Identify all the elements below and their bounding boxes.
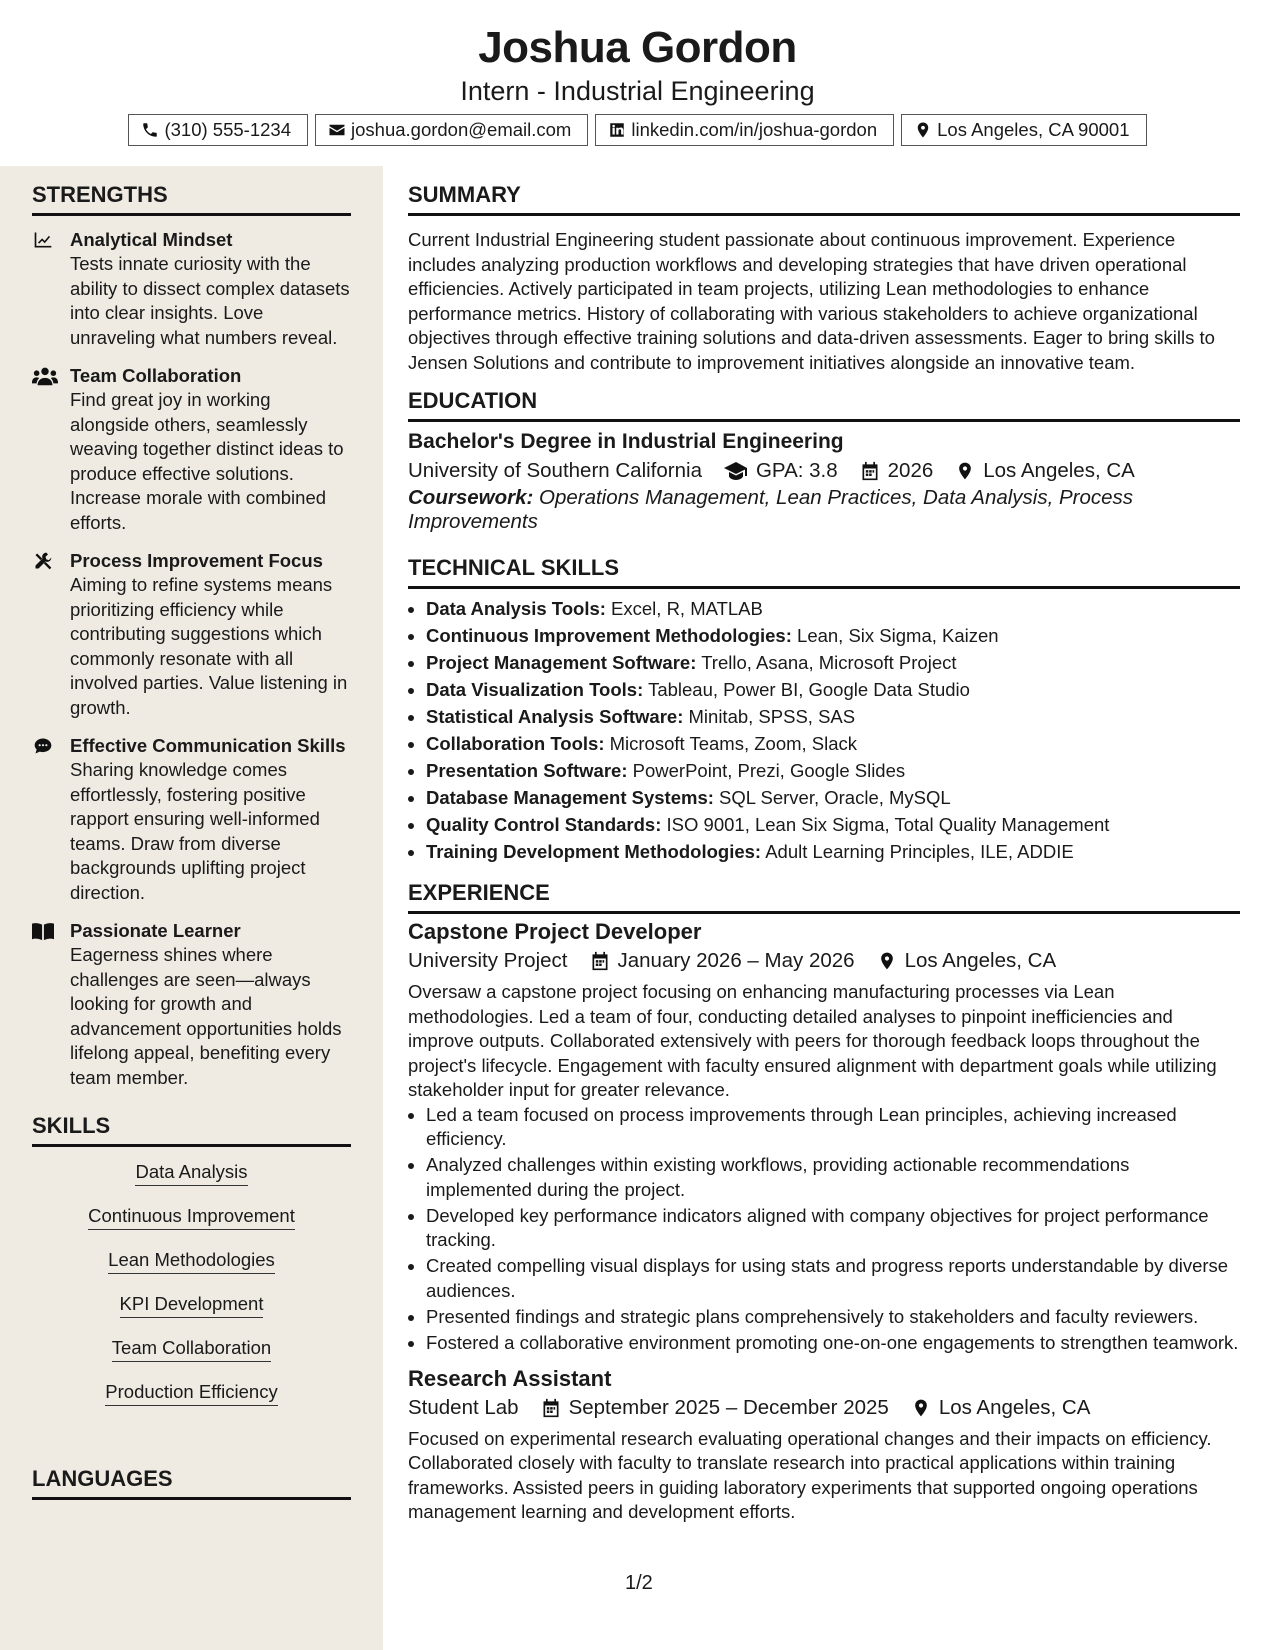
tech-skill-value: Tableau, Power BI, Google Data Studio xyxy=(648,679,970,700)
job-org: Student Lab xyxy=(408,1395,519,1419)
tech-skill-label: Continuous Improvement Methodologies: xyxy=(426,625,792,646)
job-title: Research Assistant xyxy=(408,1365,612,1391)
job-meta xyxy=(408,946,1240,976)
tech-skill-item xyxy=(426,622,1240,649)
tech-skill-item xyxy=(426,595,1240,622)
tech-skill-item xyxy=(426,757,1240,784)
contact-linkedin-text: linkedin.com/in/joshua-gordon xyxy=(631,119,878,140)
strength-item xyxy=(32,734,352,905)
tech-skill-value: Microsoft Teams, Zoom, Slack xyxy=(609,733,858,754)
line-chart-icon xyxy=(32,230,54,250)
contact-location-text: Los Angeles, CA 90001 xyxy=(937,119,1130,140)
job-dates: September 2025 – December 2025 xyxy=(568,1395,889,1419)
strength-item xyxy=(32,919,352,1090)
summary-heading: SUMMARY xyxy=(408,181,1240,216)
strength-item xyxy=(32,549,352,720)
strength-title: Passionate Learner xyxy=(70,920,241,941)
job-bullet: • Led a team focused on process improvements through Lean principles, achieving increased efficiency. xyxy=(426,1103,1240,1152)
degree-title: Bachelor's Degree in Industrial Engineering xyxy=(408,430,844,453)
skills-list xyxy=(32,1159,351,1423)
skill-tag: Team Collaboration xyxy=(112,1335,271,1362)
tech-skill-item xyxy=(426,838,1240,865)
strength-title: Analytical Mindset xyxy=(70,229,233,250)
skill-tag: Lean Methodologies xyxy=(108,1247,275,1274)
main-content xyxy=(408,166,1240,1525)
tech-skill-item xyxy=(426,649,1240,676)
strength-desc: Find great joy in working alongside others, seamlessly weaving together distinct ideas to produce effective solutions. Increase morale with combined efforts. xyxy=(70,389,344,533)
resume-header xyxy=(0,0,1275,166)
map-marker-icon xyxy=(877,951,897,971)
strength-desc: Eagerness shines where challenges are seen—always looking for growth and advancement opportunities holds lifelong appeal, benefiting every team member. xyxy=(70,944,342,1088)
experience-heading: EXPERIENCE xyxy=(408,879,1240,914)
map-marker-icon xyxy=(914,121,932,139)
map-marker-icon xyxy=(911,1398,931,1418)
map-marker-icon xyxy=(955,461,975,481)
strengths-heading: STRENGTHS xyxy=(32,181,351,216)
contact-bar xyxy=(0,114,1275,146)
candidate-role: Intern - Industrial Engineering xyxy=(460,76,815,106)
job-meta xyxy=(408,1393,1240,1423)
strength-title: Team Collaboration xyxy=(70,365,242,386)
strength-desc: Sharing knowledge comes effortlessly, fostering positive rapport ensuring well-informed teams. Draw from diverse backgrounds uplifting project direction. xyxy=(70,759,320,903)
graduation-cap-icon xyxy=(724,461,748,481)
page-number: 1/2 xyxy=(625,1572,653,1594)
book-icon xyxy=(32,921,54,941)
job-bullet: • Analyzed challenges within existing workflows, providing actionable recommendations implemented during the project. xyxy=(426,1153,1240,1202)
strength-desc: Tests innate curiosity with the ability to dissect complex datasets into clear insights. Love unraveling what numbers reveal. xyxy=(70,253,350,348)
job-location: Los Angeles, CA xyxy=(938,1395,1091,1419)
coursework xyxy=(408,486,1240,534)
linkedin-icon xyxy=(608,121,626,139)
tech-skill-label: Data Analysis Tools: xyxy=(426,598,606,619)
tech-skill-value: Minitab, SPSS, SAS xyxy=(688,706,856,727)
calendar-icon xyxy=(541,1398,561,1418)
tech-skill-value: Trello, Asana, Microsoft Project xyxy=(701,652,957,673)
job-bullet: • Developed key performance indicators aligned with company objectives for project performance tracking. xyxy=(426,1204,1240,1253)
tech-skill-label: Collaboration Tools: xyxy=(426,733,605,754)
contact-phone-text: (310) 555-1234 xyxy=(164,119,291,140)
job-bullet: • Fostered a collaborative environment promoting one-on-one engagements to strengthen teamwork. xyxy=(426,1331,1240,1356)
education-location: Los Angeles, CA xyxy=(983,459,1135,482)
tech-skill-item xyxy=(426,703,1240,730)
candidate-name: Joshua Gordon xyxy=(478,23,797,72)
technical-skills-list xyxy=(408,595,1240,865)
school-name: University of Southern California xyxy=(408,459,702,482)
strength-item xyxy=(32,364,352,535)
job-bullet: • Created compelling visual displays for using stats and progress reports understandable by diverse audiences. xyxy=(426,1254,1240,1303)
phone-icon xyxy=(141,121,159,139)
job-description: Focused on experimental research evaluating operational changes and their impacts on efficiency. Collaborated closely with faculty to translate research into practical applications within training frameworks. Assisted peers in guiding laboratory experiments that supported ongoing operations management learning and development efforts. xyxy=(408,1427,1212,1522)
strength-title: Effective Communication Skills xyxy=(70,735,346,756)
tech-skill-label: Presentation Software: xyxy=(426,760,628,781)
tech-skill-value: ISO 9001, Lean Six Sigma, Total Quality Management xyxy=(666,814,1110,835)
tech-skill-value: Adult Learning Principles, ILE, ADDIE xyxy=(765,841,1074,862)
skill-tag: Production Efficiency xyxy=(105,1379,277,1406)
strength-title: Process Improvement Focus xyxy=(70,550,323,571)
job-bullets xyxy=(408,1103,1240,1356)
skill-tag: Data Analysis xyxy=(135,1159,247,1186)
contact-email[interactable] xyxy=(315,114,588,146)
job-description: Oversaw a capstone project focusing on enhancing manufacturing processes via Lean methodologies. Led a team of four, conducting detailed analyses to pinpoint inefficiencies and improve outputs. Collaborated extensively with peers for thorough feedback loops throughout the project's lifecycle. Engagement with faculty ensured alignment with department goals while utilizing stakeholder input for greater relevance. xyxy=(408,981,1217,1100)
coursework-label: Coursework: xyxy=(408,486,534,509)
tech-skill-item xyxy=(426,676,1240,703)
sidebar xyxy=(0,166,383,1650)
technical-skills-heading: TECHNICAL SKILLS xyxy=(408,554,1240,589)
tech-skill-value: Excel, R, MATLAB xyxy=(611,598,763,619)
envelope-icon xyxy=(328,121,346,139)
job-dates: January 2026 – May 2026 xyxy=(617,949,855,972)
contact-location xyxy=(901,114,1146,146)
calendar-icon xyxy=(590,951,610,971)
summary-text: Current Industrial Engineering student passionate about continuous improvement. Experience includes analyzing production workflows and developing strategies that have driven operational efficiencies. Actively participated in team projects, utilizing Lean methodologies to enhance performance metrics. History of collaborating with various stakeholders to achieve organizational objectives through effective training solutions and data-driven assessments. Eager to bring skills to Jensen Solutions and contribute to improvement initiatives alongside an innovative team. xyxy=(408,229,1215,373)
job-title: Capstone Project Developer xyxy=(408,919,702,944)
skills-heading: SKILLS xyxy=(32,1112,351,1147)
education-heading: EDUCATION xyxy=(408,387,1240,422)
tech-skill-value: PowerPoint, Prezi, Google Slides xyxy=(632,760,906,781)
users-icon xyxy=(32,366,58,386)
job-bullet: • Presented findings and strategic plans comprehensively to stakeholders and faculty reviewers. xyxy=(426,1305,1240,1330)
job-org: University Project xyxy=(408,949,568,972)
tech-skill-label: Data Visualization Tools: xyxy=(426,679,644,700)
tech-skill-label: Training Development Methodologies: xyxy=(426,841,762,862)
skill-tag: KPI Development xyxy=(120,1291,264,1318)
tech-skill-label: Database Management Systems: xyxy=(426,787,714,808)
graduation-year: 2026 xyxy=(887,459,934,482)
tools-icon xyxy=(32,551,54,571)
calendar-icon xyxy=(860,461,880,481)
tech-skill-value: SQL Server, Oracle, MySQL xyxy=(719,787,951,808)
tech-skill-value: Lean, Six Sigma, Kaizen xyxy=(797,625,999,646)
languages-heading: LANGUAGES xyxy=(32,1465,351,1500)
tech-skill-label: Statistical Analysis Software: xyxy=(426,706,684,727)
job-location: Los Angeles, CA xyxy=(904,949,1057,972)
strength-desc: Aiming to refine systems means prioritizing efficiency while contributing suggestions which commonly resonate with all involved parties. Value listening in growth. xyxy=(70,574,348,718)
contact-email-text: joshua.gordon@email.com xyxy=(351,119,572,140)
skill-tag: Continuous Improvement xyxy=(88,1203,295,1230)
education-meta xyxy=(408,456,1240,486)
tech-skill-label: Quality Control Standards: xyxy=(426,814,662,835)
tech-skill-item xyxy=(426,730,1240,757)
contact-linkedin[interactable] xyxy=(595,114,894,146)
comment-icon xyxy=(32,736,54,756)
tech-skill-item xyxy=(426,811,1240,838)
tech-skill-label: Project Management Software: xyxy=(426,652,697,673)
contact-phone[interactable] xyxy=(128,114,308,146)
tech-skill-item xyxy=(426,784,1240,811)
coursework-list: Operations Management, Lean Practices, Data Analysis, Process Improvements xyxy=(408,486,1134,533)
gpa: GPA: 3.8 xyxy=(755,459,838,482)
strength-item xyxy=(32,228,352,350)
